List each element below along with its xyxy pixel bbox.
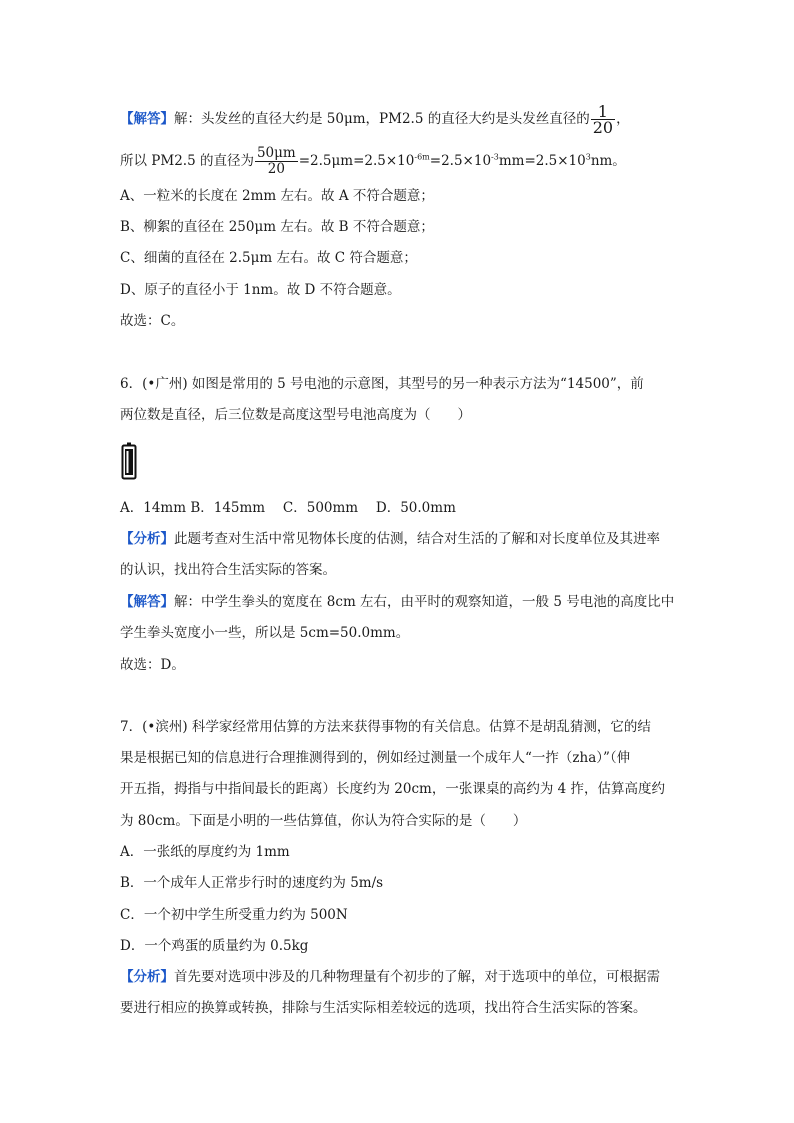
q7-option-c: C．一个初中学生所受重力约为 500N — [120, 907, 348, 923]
q6-options: A．14mm B．145mm C．500mm D．50.0mm — [120, 500, 456, 516]
q6-answer-line-1: 【解答】解：中学生拳头的宽度在 8cm 左右，由平时的观察知道，一般 5 号电池的高度比中 — [120, 594, 675, 610]
analysis-tag: 【分析】 — [120, 969, 174, 985]
q6-stem-line-1: 6．(•广州) 如图是常用的 5 号电池的示意图，其型号的另一种表示方法为“14500”，前 — [120, 376, 644, 392]
q7-analysis-line-2: 要进行相应的换算或转换，排除与生活实际相差较远的选项，找出符合生活实际的答案。 — [120, 1000, 647, 1016]
q5-option-d: D、原子的直径小于 1nm。故 D 不符合题意。 — [120, 282, 401, 298]
q5-option-b: B、柳絮的直径在 250μm 左右。故 B 不符合题意； — [120, 219, 434, 235]
q5-option-c: C、细菌的直径在 2.5μm 左右。故 C 符合题意； — [120, 250, 417, 266]
q5-answer-line-1: 【解答】解：头发丝的直径大约是 50μm，PM2.5 的直径大约是头发丝直径的 $\frac{1}{20}$ ， — [120, 102, 630, 137]
q5-line1-text: 解：头发丝的直径大约是 50μm，PM2.5 的直径大约是头发丝直径的 — [174, 111, 590, 127]
q7-stem-line-1: 7．(•滨州) 科学家经常用估算的方法来获得事物的有关信息。估算不是胡乱猜测，它的结 — [120, 719, 651, 735]
q6-answer-line-2: 学生拳头宽度小一些，所以是 5cm=50.0mm。 — [120, 625, 410, 641]
q7-option-b: B．一个成年人正常步行时的速度约为 5m/s — [120, 875, 384, 891]
q6-analysis-line-2: 的认识，找出符合生活实际的答案。 — [120, 562, 336, 578]
q6-stem-line-2: 两位数是直径，后三位数是高度这型号电池高度为（ ） — [120, 407, 471, 423]
q7-option-d: D．一个鸡蛋的质量约为 0.5kg — [120, 938, 309, 954]
q7-option-a: A．一张纸的厚度约为 1mm — [120, 844, 290, 860]
q7-stem-line-2: 果是根据已知的信息进行合理推测得到的，例如经过测量一个成年人“一拃（zha）”（伸 — [120, 750, 631, 766]
q7-stem-line-4: 为 80cm。下面是小明的一些估算值，你认为符合实际的是（ ） — [120, 813, 527, 829]
q6-analysis-line-1: 【分析】此题考查对生活中常见物体长度的估测，结合对生活的了解和对长度单位及其进率 — [120, 531, 660, 547]
battery-icon — [121, 442, 137, 480]
fraction-one-twentieth: $\frac{1}{20}$ — [592, 102, 614, 137]
q5-choice: 故选：C。 — [120, 313, 185, 329]
answer-tag: 【解答】 — [120, 594, 174, 610]
q6-choice: 故选：D。 — [120, 657, 185, 673]
q7-analysis-line-1: 【分析】首先要对选项中涉及的几种物理量有个初步的了解，对于选项中的单位，可根据需 — [120, 969, 660, 985]
answer-tag: 【解答】 — [120, 111, 174, 127]
analysis-tag: 【分析】 — [120, 531, 174, 547]
fraction-50um-over-20: $\frac{50\mu m}{20}$ — [256, 145, 296, 177]
q7-stem-line-3: 开五指，拇指与中指间最长的距离）长度约为 20cm，一张课桌的高约为 4 拃，估算高度约 — [120, 781, 666, 797]
q5-option-a: A、一粒米的长度在 2mm 左右。故 A 不符合题意； — [120, 188, 434, 204]
q5-answer-line-2: 所以 PM2.5 的直径为 $\frac{50\mu m}{20}$ $=2.5\mu m=2.5\times 10^{-6m}=2.5\times 10^{-3}mm=2.5\times 10^3nm$。 — [120, 145, 626, 177]
